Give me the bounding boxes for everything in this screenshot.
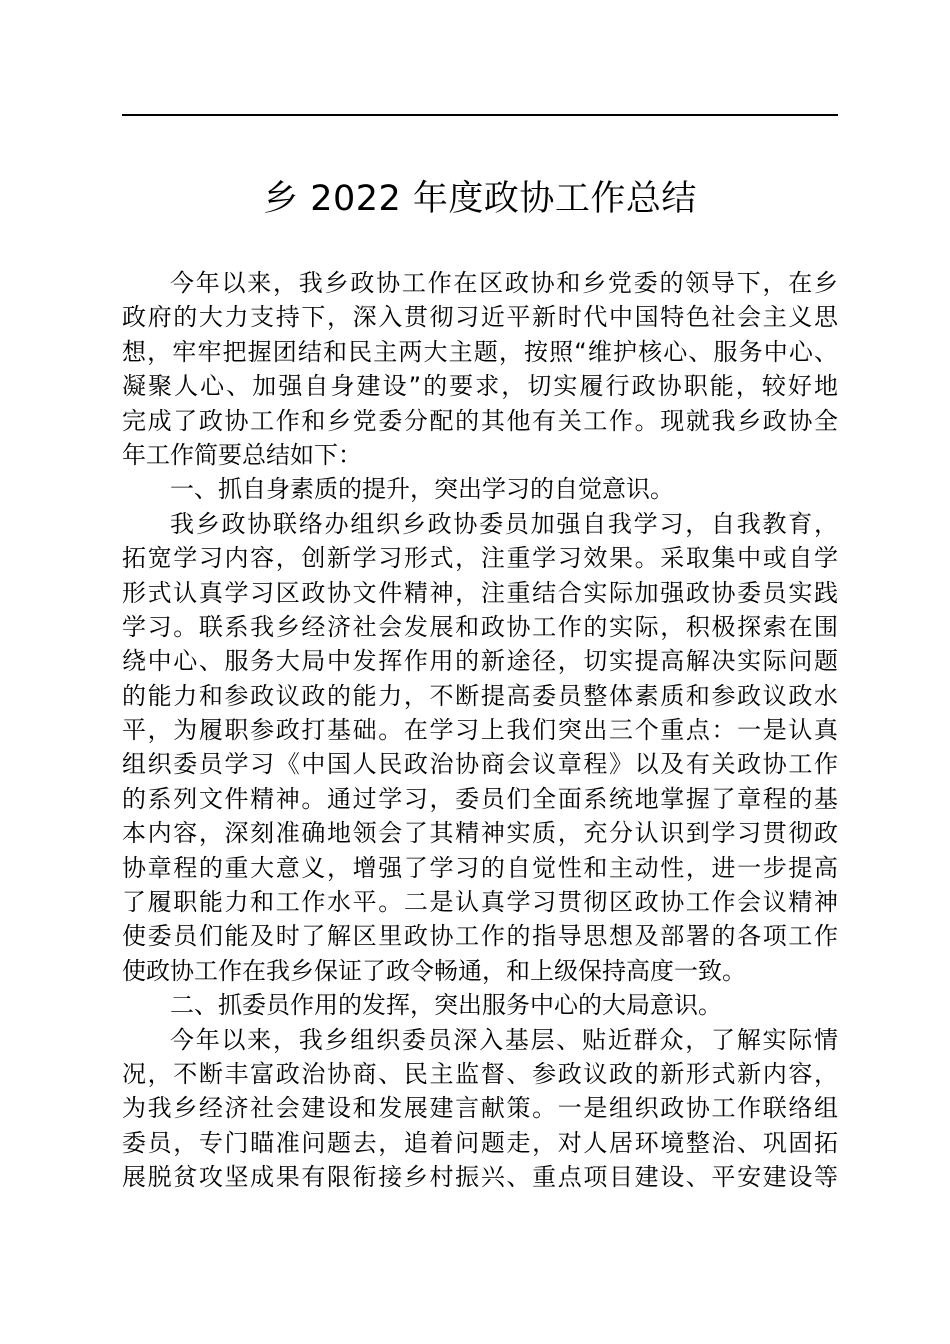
text-line: 协章程的重大意义，增强了学习的自觉性和主动性，进一步提高 (122, 853, 838, 882)
text-line: 年工作简要总结如下： (122, 440, 362, 469)
text-line: 委员，专门瞄准问题去，追着问题走，对人居环境整治、巩固拓 (122, 1128, 838, 1157)
text-line: 平，为履职参政打基础。在学习上我们突出三个重点：一是认真 (122, 716, 838, 745)
text-line: 绕中心、服务大局中发挥作用的新途径，切实提高解决实际问题 (122, 647, 838, 676)
text-line: 我乡政协联络办组织乡政协委员加强自我学习，自我教育， (170, 509, 838, 538)
text-line: 学习。联系我乡经济社会发展和政协工作的实际，积极探索在围 (122, 612, 838, 641)
text-line: 组织委员学习《中国人民政治协商会议章程》以及有关政协工作 (122, 750, 838, 779)
text-line: 本内容，深刻准确地领会了其精神实质，充分认识到学习贯彻政 (122, 819, 838, 848)
text-line: 二、抓委员作用的发挥，突出服务中心的大局意识。 (170, 991, 722, 1020)
text-line: 一、抓自身素质的提升，突出学习的自觉意识。 (170, 475, 674, 504)
text-line: 今年以来，我乡政协工作在区政协和乡党委的领导下，在乡 (170, 269, 838, 297)
text-line: 拓宽学习内容，创新学习形式，注重学习效果。采取集中或自学 (122, 544, 838, 573)
text-line: 为我乡经济社会建设和发展建言献策。一是组织政协工作联络组 (122, 1094, 838, 1123)
header-rule (122, 114, 838, 116)
text-line: 今年以来，我乡组织委员深入基层、贴近群众，了解实际情 (170, 1025, 838, 1054)
text-line: 形式认真学习区政协文件精神，注重结合实际加强政协委员实践 (122, 578, 838, 607)
text-line: 展脱贫攻坚成果有限衔接乡村振兴、重点项目建设、平安建设等 (122, 1163, 838, 1192)
document-body (122, 266, 838, 1195)
text-line: 使政协工作在我乡保证了政令畅通，和上级保持高度一致。 (122, 956, 746, 985)
text-line: 的能力和参政议政的能力，不断提高委员整体素质和参政议政水 (122, 681, 838, 710)
text-line: 使委员们能及时了解区里政协工作的指导思想及部署的各项工作 (122, 922, 838, 951)
text-line: 凝聚人心、加强自身建设”的要求，切实履行政协职能，较好地 (122, 372, 838, 401)
text-line: 况，不断丰富政治协商、民主监督、参政议政的新形式新内容， (122, 1059, 838, 1088)
text-line: 完成了政协工作和乡党委分配的其他有关工作。现就我乡政协全 (122, 406, 838, 435)
text-line: 政府的大力支持下，深入贯彻习近平新时代中国特色社会主义思 (122, 303, 838, 332)
text-line: 的系列文件精神。通过学习，委员们全面系统地掌握了章程的基 (122, 784, 838, 813)
text-line: 想，牢牢把握团结和民主两大主题，按照“维护核心、服务中心、 (122, 337, 838, 366)
document-title: 乡 2022 年度政协工作总结 (263, 179, 697, 219)
text-line: 了履职能力和工作水平。二是认真学习贯彻区政协工作会议精神 (122, 888, 838, 917)
